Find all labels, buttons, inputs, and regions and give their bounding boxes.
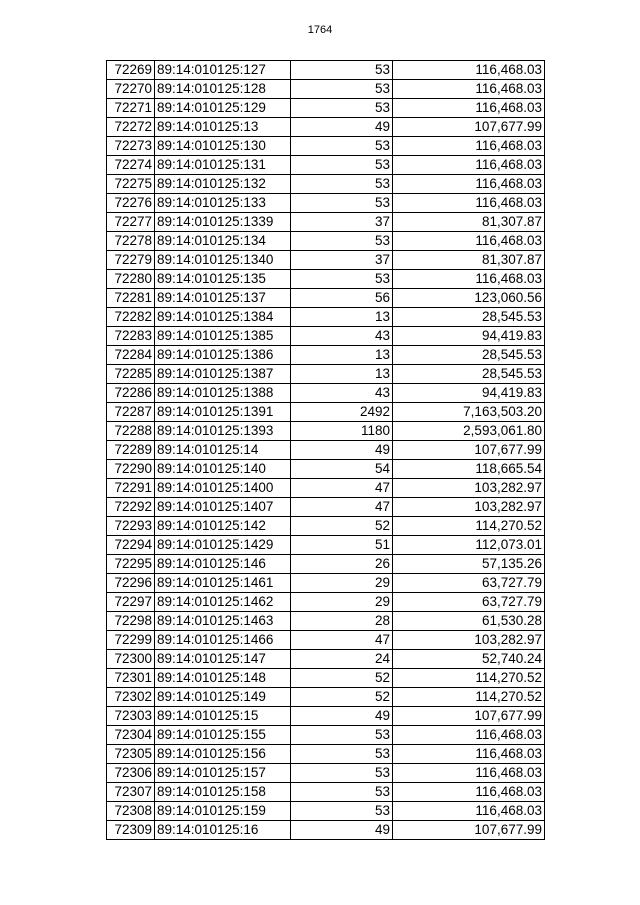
- cadastral-number-cell: 89:14:010125:1463: [155, 612, 291, 631]
- cadastral-number-cell: 89:14:010125:155: [155, 726, 291, 745]
- value-cell: 116,468.03: [393, 194, 545, 213]
- area-cell: 13: [291, 365, 393, 384]
- value-cell: 116,468.03: [393, 802, 545, 821]
- cadastral-number-cell: 89:14:010125:142: [155, 517, 291, 536]
- area-cell: 13: [291, 308, 393, 327]
- area-cell: 53: [291, 802, 393, 821]
- area-cell: 47: [291, 479, 393, 498]
- value-cell: 116,468.03: [393, 61, 545, 80]
- row-id-cell: 72295: [107, 555, 155, 574]
- row-id-cell: 72279: [107, 251, 155, 270]
- table-row: [107, 745, 545, 764]
- row-id-cell: 72283: [107, 327, 155, 346]
- cadastral-number-cell: 89:14:010125:1429: [155, 536, 291, 555]
- cadastral-number-cell: 89:14:010125:1387: [155, 365, 291, 384]
- cadastral-number-cell: 89:14:010125:149: [155, 688, 291, 707]
- value-cell: 61,530.28: [393, 612, 545, 631]
- value-cell: 63,727.79: [393, 593, 545, 612]
- table-row: [107, 61, 545, 80]
- table-row: [107, 441, 545, 460]
- value-cell: 57,135.26: [393, 555, 545, 574]
- value-cell: 107,677.99: [393, 707, 545, 726]
- row-id-cell: 72293: [107, 517, 155, 536]
- value-cell: 2,593,061.80: [393, 422, 545, 441]
- table-row: [107, 346, 545, 365]
- value-cell: 123,060.56: [393, 289, 545, 308]
- table-row: [107, 213, 545, 232]
- table-row: [107, 612, 545, 631]
- row-id-cell: 72294: [107, 536, 155, 555]
- cadastral-number-cell: 89:14:010125:130: [155, 137, 291, 156]
- area-cell: 49: [291, 821, 393, 840]
- area-cell: 54: [291, 460, 393, 479]
- area-cell: 49: [291, 707, 393, 726]
- area-cell: 53: [291, 232, 393, 251]
- value-cell: 28,545.53: [393, 308, 545, 327]
- row-id-cell: 72271: [107, 99, 155, 118]
- table-row: [107, 422, 545, 441]
- cadastral-number-cell: 89:14:010125:131: [155, 156, 291, 175]
- value-cell: 52,740.24: [393, 650, 545, 669]
- value-cell: 7,163,503.20: [393, 403, 545, 422]
- value-cell: 114,270.52: [393, 688, 545, 707]
- area-cell: 53: [291, 745, 393, 764]
- area-cell: 49: [291, 118, 393, 137]
- cadastral-number-cell: 89:14:010125:1462: [155, 593, 291, 612]
- value-cell: 116,468.03: [393, 745, 545, 764]
- cadastral-number-cell: 89:14:010125:147: [155, 650, 291, 669]
- cadastral-number-cell: 89:14:010125:13: [155, 118, 291, 137]
- cadastral-number-cell: 89:14:010125:134: [155, 232, 291, 251]
- value-cell: 116,468.03: [393, 232, 545, 251]
- value-cell: 63,727.79: [393, 574, 545, 593]
- value-cell: 116,468.03: [393, 783, 545, 802]
- value-cell: 116,468.03: [393, 156, 545, 175]
- cadastral-number-cell: 89:14:010125:1400: [155, 479, 291, 498]
- value-cell: 116,468.03: [393, 80, 545, 99]
- area-cell: 47: [291, 631, 393, 650]
- value-cell: 116,468.03: [393, 99, 545, 118]
- area-cell: 37: [291, 213, 393, 232]
- table-row: [107, 232, 545, 251]
- table-row: [107, 460, 545, 479]
- area-cell: 53: [291, 270, 393, 289]
- row-id-cell: 72299: [107, 631, 155, 650]
- table-row: [107, 80, 545, 99]
- row-id-cell: 72292: [107, 498, 155, 517]
- cadastral-number-cell: 89:14:010125:146: [155, 555, 291, 574]
- row-id-cell: 72309: [107, 821, 155, 840]
- row-id-cell: 72275: [107, 175, 155, 194]
- row-id-cell: 72272: [107, 118, 155, 137]
- row-id-cell: 72305: [107, 745, 155, 764]
- table-row: [107, 764, 545, 783]
- table-row: [107, 118, 545, 137]
- row-id-cell: 72277: [107, 213, 155, 232]
- cadastral-number-cell: 89:14:010125:1340: [155, 251, 291, 270]
- value-cell: 114,270.52: [393, 669, 545, 688]
- table-row: [107, 289, 545, 308]
- area-cell: 2492: [291, 403, 393, 422]
- row-id-cell: 72282: [107, 308, 155, 327]
- area-cell: 24: [291, 650, 393, 669]
- area-cell: 51: [291, 536, 393, 555]
- area-cell: 52: [291, 688, 393, 707]
- area-cell: 53: [291, 726, 393, 745]
- row-id-cell: 72274: [107, 156, 155, 175]
- table-row: [107, 536, 545, 555]
- value-cell: 81,307.87: [393, 251, 545, 270]
- value-cell: 116,468.03: [393, 764, 545, 783]
- table-row: [107, 479, 545, 498]
- area-cell: 29: [291, 574, 393, 593]
- area-cell: 26: [291, 555, 393, 574]
- cadastral-number-cell: 89:14:010125:140: [155, 460, 291, 479]
- row-id-cell: 72284: [107, 346, 155, 365]
- value-cell: 114,270.52: [393, 517, 545, 536]
- value-cell: 94,419.83: [393, 384, 545, 403]
- area-cell: 52: [291, 669, 393, 688]
- row-id-cell: 72278: [107, 232, 155, 251]
- table-row: [107, 726, 545, 745]
- row-id-cell: 72281: [107, 289, 155, 308]
- row-id-cell: 72270: [107, 80, 155, 99]
- value-cell: 28,545.53: [393, 365, 545, 384]
- row-id-cell: 72280: [107, 270, 155, 289]
- cadastral-number-cell: 89:14:010125:15: [155, 707, 291, 726]
- table-row: [107, 384, 545, 403]
- row-id-cell: 72297: [107, 593, 155, 612]
- area-cell: 28: [291, 612, 393, 631]
- row-id-cell: 72306: [107, 764, 155, 783]
- cadastral-number-cell: 89:14:010125:1385: [155, 327, 291, 346]
- row-id-cell: 72301: [107, 669, 155, 688]
- cadastral-number-cell: 89:14:010125:128: [155, 80, 291, 99]
- area-cell: 43: [291, 384, 393, 403]
- row-id-cell: 72296: [107, 574, 155, 593]
- row-id-cell: 72285: [107, 365, 155, 384]
- area-cell: 53: [291, 175, 393, 194]
- cadastral-number-cell: 89:14:010125:1407: [155, 498, 291, 517]
- table-row: [107, 194, 545, 213]
- table-row: [107, 669, 545, 688]
- area-cell: 13: [291, 346, 393, 365]
- cadastral-number-cell: 89:14:010125:133: [155, 194, 291, 213]
- cadastral-number-cell: 89:14:010125:1388: [155, 384, 291, 403]
- table-row: [107, 156, 545, 175]
- cadastral-number-cell: 89:14:010125:159: [155, 802, 291, 821]
- value-cell: 116,468.03: [393, 137, 545, 156]
- table-row: [107, 403, 545, 422]
- cadastral-number-cell: 89:14:010125:1461: [155, 574, 291, 593]
- area-cell: 56: [291, 289, 393, 308]
- cadastral-number-cell: 89:14:010125:137: [155, 289, 291, 308]
- area-cell: 52: [291, 517, 393, 536]
- table-row: [107, 631, 545, 650]
- value-cell: 116,468.03: [393, 726, 545, 745]
- value-cell: 81,307.87: [393, 213, 545, 232]
- row-id-cell: 72300: [107, 650, 155, 669]
- area-cell: 53: [291, 783, 393, 802]
- cadastral-number-cell: 89:14:010125:129: [155, 99, 291, 118]
- value-cell: 94,419.83: [393, 327, 545, 346]
- table-row: [107, 327, 545, 346]
- value-cell: 103,282.97: [393, 631, 545, 650]
- table-row: [107, 270, 545, 289]
- value-cell: 103,282.97: [393, 498, 545, 517]
- cadastral-number-cell: 89:14:010125:1339: [155, 213, 291, 232]
- row-id-cell: 72287: [107, 403, 155, 422]
- value-cell: 118,665.54: [393, 460, 545, 479]
- table-row: [107, 365, 545, 384]
- area-cell: 53: [291, 137, 393, 156]
- table-row: [107, 517, 545, 536]
- area-cell: 53: [291, 61, 393, 80]
- cadastral-number-cell: 89:14:010125:1393: [155, 422, 291, 441]
- value-cell: 116,468.03: [393, 175, 545, 194]
- table-row: [107, 650, 545, 669]
- area-cell: 53: [291, 156, 393, 175]
- row-id-cell: 72307: [107, 783, 155, 802]
- cadastral-number-cell: 89:14:010125:127: [155, 61, 291, 80]
- area-cell: 53: [291, 764, 393, 783]
- row-id-cell: 72286: [107, 384, 155, 403]
- table-row: [107, 802, 545, 821]
- row-id-cell: 72298: [107, 612, 155, 631]
- area-cell: 53: [291, 80, 393, 99]
- row-id-cell: 72269: [107, 61, 155, 80]
- area-cell: 37: [291, 251, 393, 270]
- cadastral-number-cell: 89:14:010125:157: [155, 764, 291, 783]
- row-id-cell: 72276: [107, 194, 155, 213]
- table-body: [107, 61, 545, 840]
- row-id-cell: 72291: [107, 479, 155, 498]
- cadastral-number-cell: 89:14:010125:158: [155, 783, 291, 802]
- value-cell: 103,282.97: [393, 479, 545, 498]
- cadastral-number-cell: 89:14:010125:1466: [155, 631, 291, 650]
- table-row: [107, 498, 545, 517]
- value-cell: 107,677.99: [393, 441, 545, 460]
- cadastral-number-cell: 89:14:010125:135: [155, 270, 291, 289]
- row-id-cell: 72288: [107, 422, 155, 441]
- table-row: [107, 688, 545, 707]
- cadastral-number-cell: 89:14:010125:1391: [155, 403, 291, 422]
- value-cell: 116,468.03: [393, 270, 545, 289]
- area-cell: 1180: [291, 422, 393, 441]
- cadastral-number-cell: 89:14:010125:148: [155, 669, 291, 688]
- table-row: [107, 593, 545, 612]
- value-cell: 112,073.01: [393, 536, 545, 555]
- row-id-cell: 72290: [107, 460, 155, 479]
- cadastral-number-cell: 89:14:010125:16: [155, 821, 291, 840]
- row-id-cell: 72304: [107, 726, 155, 745]
- cadastral-number-cell: 89:14:010125:1384: [155, 308, 291, 327]
- data-table: [106, 60, 545, 840]
- cadastral-number-cell: 89:14:010125:14: [155, 441, 291, 460]
- table-row: [107, 821, 545, 840]
- area-cell: 53: [291, 194, 393, 213]
- row-id-cell: 72289: [107, 441, 155, 460]
- area-cell: 43: [291, 327, 393, 346]
- table-row: [107, 555, 545, 574]
- table-row: [107, 137, 545, 156]
- cadastral-number-cell: 89:14:010125:156: [155, 745, 291, 764]
- page-number: 1764: [307, 24, 333, 36]
- area-cell: 53: [291, 99, 393, 118]
- table-row: [107, 308, 545, 327]
- value-cell: 107,677.99: [393, 821, 545, 840]
- row-id-cell: 72302: [107, 688, 155, 707]
- row-id-cell: 72308: [107, 802, 155, 821]
- table-row: [107, 251, 545, 270]
- table-row: [107, 99, 545, 118]
- cadastral-number-cell: 89:14:010125:1386: [155, 346, 291, 365]
- area-cell: 49: [291, 441, 393, 460]
- cadastral-number-cell: 89:14:010125:132: [155, 175, 291, 194]
- value-cell: 28,545.53: [393, 346, 545, 365]
- area-cell: 29: [291, 593, 393, 612]
- table-row: [107, 707, 545, 726]
- value-cell: 107,677.99: [393, 118, 545, 137]
- table-row: [107, 574, 545, 593]
- area-cell: 47: [291, 498, 393, 517]
- row-id-cell: 72303: [107, 707, 155, 726]
- row-id-cell: 72273: [107, 137, 155, 156]
- table-row: [107, 175, 545, 194]
- table-row: [107, 783, 545, 802]
